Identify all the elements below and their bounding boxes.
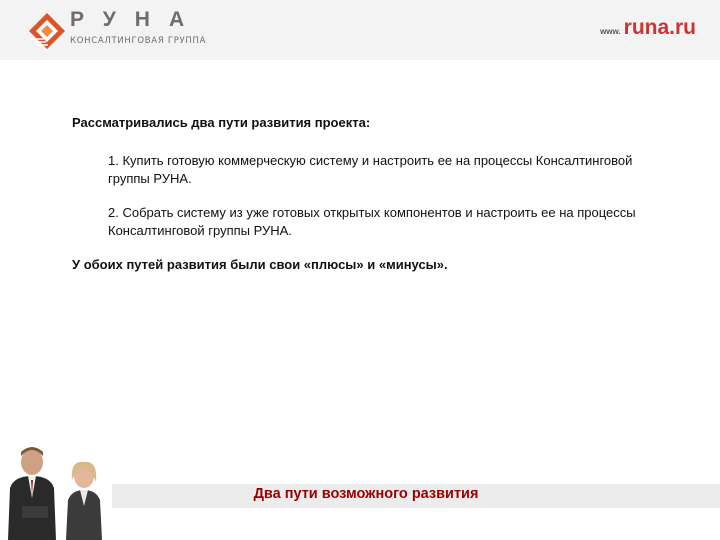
intro-text: Рассматривались два пути развития проекта: (72, 115, 371, 130)
option-item-2: 2. Собрать систему из уже готовых открытых компонентов и настроить ее на процессы Консалтинговой группы РУНА. (108, 205, 636, 238)
header-bar (0, 0, 720, 60)
site-address[interactable] (600, 16, 696, 40)
business-people-photo (0, 440, 130, 540)
site-domain: runa.ru (623, 16, 696, 39)
logo-title: РУНА (70, 8, 204, 31)
conclusion-text: У обоих путей развития были свои «плюсы» и «минусы». (72, 257, 448, 272)
site-prefix: www. (600, 27, 621, 36)
slide-content (72, 114, 652, 274)
slide-title: Два пути возможного развития (253, 486, 479, 502)
runa-logo-icon (28, 12, 66, 50)
logo-subtitle: КОНСАЛТИНГОВАЯ ГРУППА (70, 36, 207, 46)
option-item-1: 1. Купить готовую коммерческую систему и настроить ее на процессы Консалтинговой группы РУНА. (108, 153, 633, 186)
